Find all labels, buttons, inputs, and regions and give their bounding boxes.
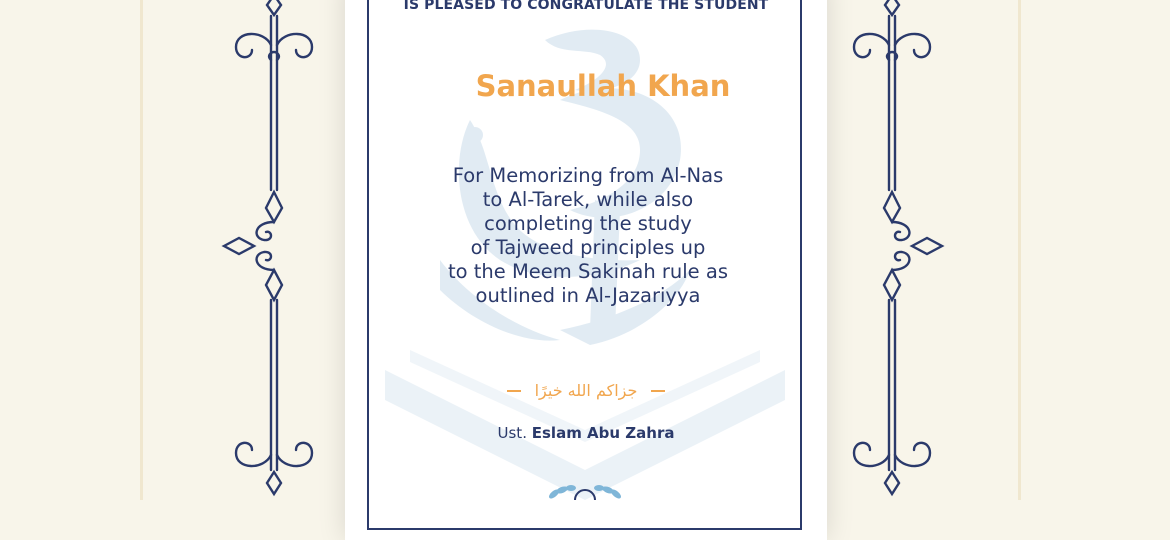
divider-dash-right [651,390,665,392]
arabic-blessing-text: جزاكم الله خيرًا [534,381,638,400]
student-name: Sanaullah Khan [475,69,731,103]
certificate-header: IS PLEASED TO CONGRATULATE THE STUDENT [403,0,769,13]
arabic-blessing [345,381,827,400]
achievement-description: For Memorizing from Al-Nas to Al-Tarek, while also completing the study of Tajweed principles up to the Meem Sakinah rule as outlined in Al-Jazariyya [448,164,728,307]
signer-name: Eslam Abu Zahra [531,424,675,442]
laurel-emblem-icon [540,480,630,500]
signer-title: Ust. [497,424,527,442]
divider-dash-left [507,390,521,392]
signature-line [345,424,827,442]
